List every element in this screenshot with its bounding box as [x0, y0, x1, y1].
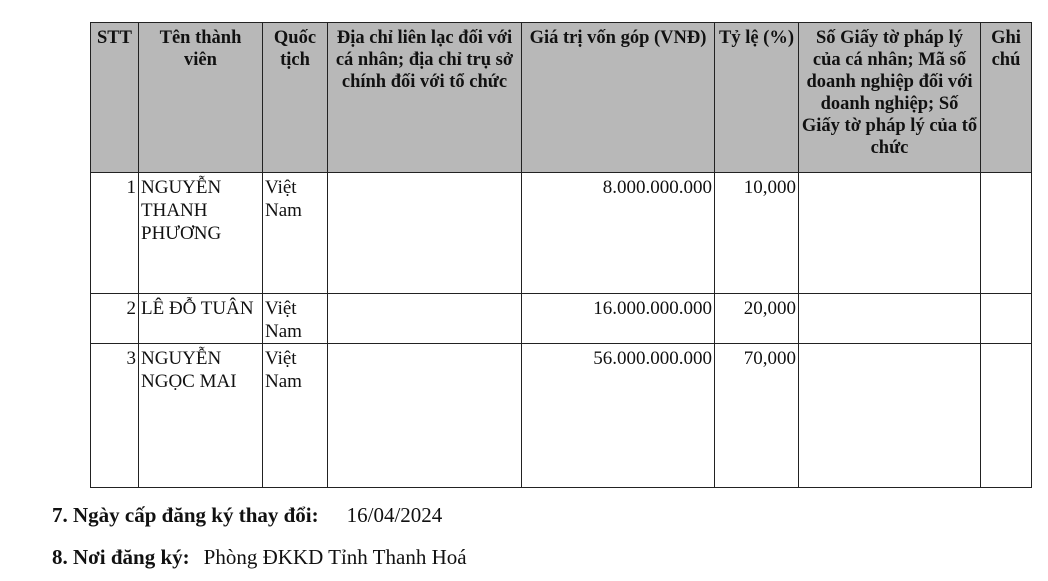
cell-nationality: Việt Nam: [263, 294, 328, 344]
header-member-name: Tên thành viên: [139, 23, 263, 173]
cell-legal-doc: [799, 344, 981, 488]
cell-note: [981, 344, 1032, 488]
header-address: Địa chỉ liên lạc đối với cá nhân; địa chỉ trụ sở chính đối với tổ chức: [328, 23, 522, 173]
cell-ratio: 10,000: [715, 173, 799, 294]
cell-stt: 2: [91, 294, 139, 344]
cell-stt: 3: [91, 344, 139, 488]
registration-place-label: 8. Nơi đăng ký:: [52, 545, 190, 569]
cell-address: [328, 173, 522, 294]
table-header-row: [91, 23, 1032, 173]
registration-place-value: Phòng ĐKKD Tỉnh Thanh Hoá: [203, 545, 467, 569]
cell-nationality: Việt Nam: [263, 344, 328, 488]
table-row: [91, 173, 1032, 294]
cell-legal-doc: [799, 294, 981, 344]
table-row: [91, 344, 1032, 488]
cell-nationality: Việt Nam: [263, 173, 328, 294]
table-row: [91, 294, 1032, 344]
cell-address: [328, 294, 522, 344]
cell-capital: 8.000.000.000: [522, 173, 715, 294]
header-stt: STT: [91, 23, 139, 173]
registration-place-line: [52, 545, 467, 570]
cell-capital: 56.000.000.000: [522, 344, 715, 488]
cell-member-name: NGUYỄN NGỌC MAI: [139, 344, 263, 488]
cell-address: [328, 344, 522, 488]
header-legal-doc: Số Giấy tờ pháp lý của cá nhân; Mã số doanh nghiệp đối với doanh nghiệp; Số Giấy tờ pháp lý của tổ chức: [799, 23, 981, 173]
cell-member-name: NGUYỄN THANH PHƯƠNG: [139, 173, 263, 294]
cell-legal-doc: [799, 173, 981, 294]
cell-capital: 16.000.000.000: [522, 294, 715, 344]
change-date-line: [52, 503, 442, 528]
cell-stt: 1: [91, 173, 139, 294]
header-ratio: Tỷ lệ (%): [715, 23, 799, 173]
cell-ratio: 70,000: [715, 344, 799, 488]
change-date-label: 7. Ngày cấp đăng ký thay đổi:: [52, 503, 319, 527]
cell-note: [981, 294, 1032, 344]
change-date-value: 16/04/2024: [346, 503, 443, 527]
cell-member-name: LÊ ĐỖ TUÂN: [139, 294, 263, 344]
members-table: [90, 22, 1032, 488]
header-capital: Giá trị vốn góp (VNĐ): [522, 23, 715, 173]
header-note: Ghi chú: [981, 23, 1032, 173]
header-nationality: Quốc tịch: [263, 23, 328, 173]
cell-note: [981, 173, 1032, 294]
cell-ratio: 20,000: [715, 294, 799, 344]
